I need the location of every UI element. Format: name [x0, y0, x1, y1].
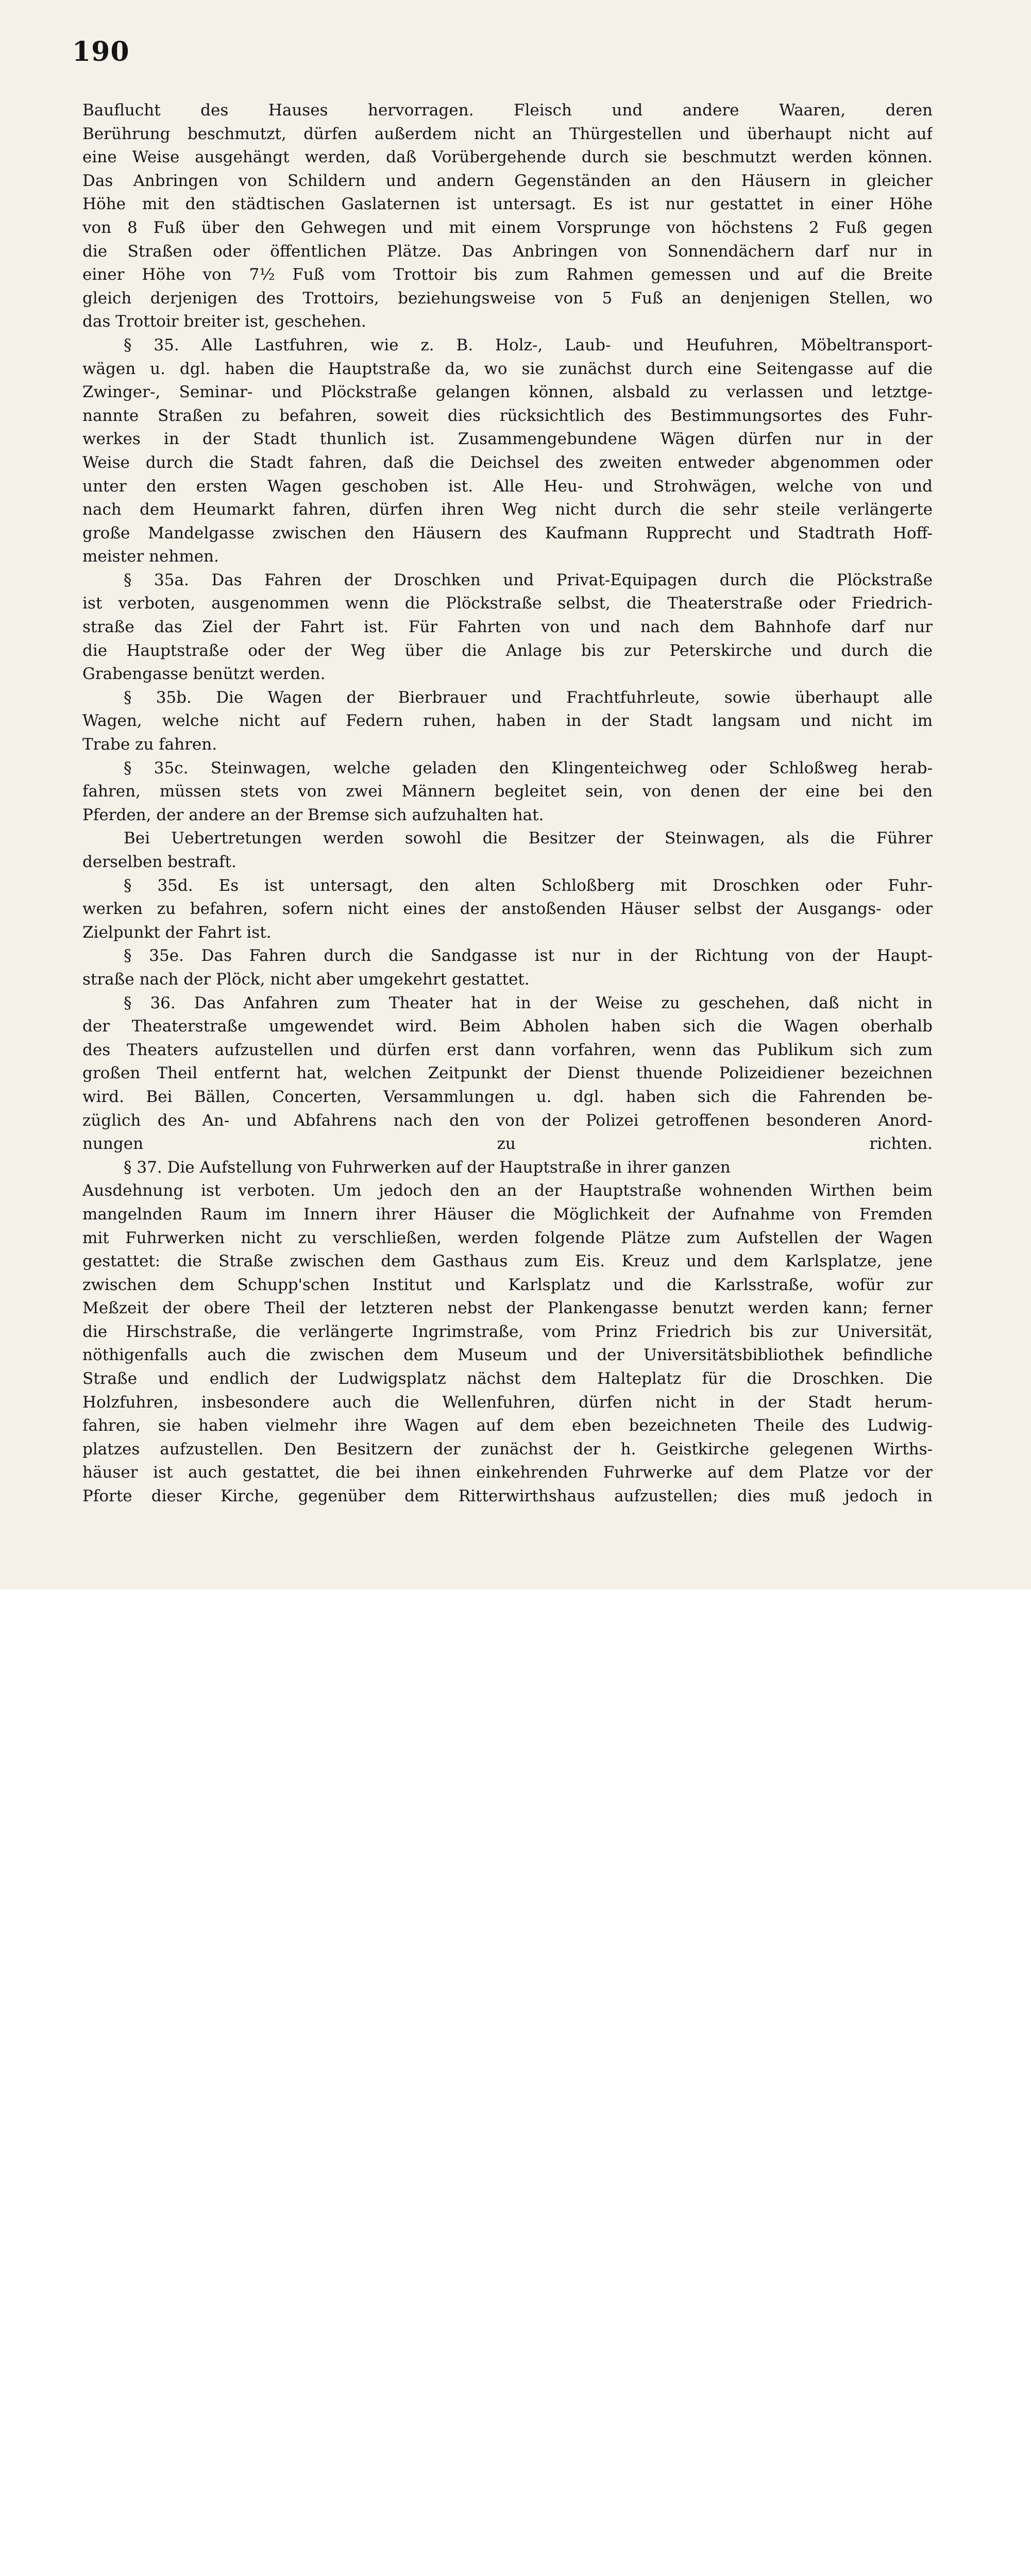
text-line: Holzfuhren, insbesondere auch die Wellenfuhren, dürfen nicht in der Stadt herum- [82, 1393, 933, 1412]
text-line: § 35d. Es ist untersagt, den alten Schloßberg mit Droschken oder Fuhr- [124, 876, 933, 895]
text-line: des Theaters aufzustellen und dürfen erst dann vorfahren, wenn das Publikum sich zum [82, 1040, 933, 1059]
text-line: § 36. Das Anfahren zum Theater hat in der Weise zu geschehen, daß nicht in [124, 993, 933, 1012]
text-line: fahren, sie haben vielmehr ihre Wagen auf dem eben bezeichneten Theile des Ludwig- [82, 1416, 933, 1435]
text-line: das Trottoir breiter ist, geschehen. [82, 312, 366, 331]
text-line: Ausdehnung ist verboten. Um jedoch den an der Hauptstraße wohnenden Wirthen beim [82, 1181, 933, 1200]
text-line: einer Höhe von 7½ Fuß vom Trottoir bis zum Rahmen gemessen und auf die Breite [82, 265, 933, 284]
text-line: wägen u. dgl. haben die Hauptstraße da, wo sie zunächst durch eine Seitengasse auf die [82, 359, 933, 378]
text-line: züglich des An- und Abfahrens nach den von der Polizei getroffenen besonderen Anord- [82, 1111, 933, 1130]
text-line: Wagen, welche nicht auf Federn ruhen, haben in der Stadt langsam und nicht im [82, 711, 933, 731]
text-line: derselben bestraft. [82, 853, 236, 871]
text-line: § 35c. Steinwagen, welche geladen den Klingenteichweg oder Schloßweg herab- [124, 758, 933, 777]
text-line: häuser ist auch gestattet, die bei ihnen einkehrenden Fuhrwerke auf dem Platze vor der [82, 1463, 933, 1482]
text-line: straße das Ziel der Fahrt ist. Für Fahrten von und nach dem Bahnhofe darf nur [82, 618, 933, 637]
text-line: die Straßen oder öffentlichen Plätze. Das Anbringen von Sonnendächern darf nur in [82, 242, 933, 261]
text-line: § 37. Die Aufstellung von Fuhrwerken auf der Hauptstraße in ihrer ganzen [124, 1158, 731, 1177]
text-line: eine Weise ausgehängt werden, daß Vorübergehende durch sie beschmutzt werden können. [82, 148, 933, 167]
text-line: Pferden, der andere an der Bremse sich aufzuhalten hat. [82, 805, 544, 824]
text-line: nungen zu richten. [82, 1134, 933, 1154]
text-line: Höhe mit den städtischen Gaslaternen ist untersagt. Es ist nur gestattet in einer Höhe [82, 195, 933, 214]
text-line: großen Theil entfernt hat, welchen Zeitpunkt der Dienst thuende Polizeidiener bezeichnen [82, 1064, 933, 1083]
text-line: Pforte dieser Kirche, gegenüber dem Ritterwirthshaus aufzustellen; dies muß jedoch in [82, 1487, 933, 1506]
text-line: Das Anbringen von Schildern und andern Gegenständen an den Häusern in gleicher [82, 171, 933, 190]
text-line: meister nehmen. [82, 547, 219, 566]
text-line: zwischen dem Schupp'schen Institut und Karlsplatz und die Karlsstraße, wofür zur [82, 1275, 933, 1294]
text-line: § 35b. Die Wagen der Bierbrauer und Frachtfuhrleute, sowie überhaupt alle [124, 688, 933, 707]
text-line: große Mandelgasse zwischen den Häusern des Kaufmann Rupprecht und Stadtrath Hoff- [82, 523, 933, 543]
text-line: nach dem Heumarkt fahren, dürfen ihren Weg nicht durch die sehr steile verlängerte [82, 500, 933, 519]
text-line: Straße und endlich der Ludwigsplatz nächst dem Halteplatz für die Droschken. Die [82, 1369, 933, 1388]
text-line: ist verboten, ausgenommen wenn die Plöckstraße selbst, die Theaterstraße oder Friedrich- [82, 594, 933, 613]
text-line: Zielpunkt der Fahrt ist. [82, 923, 272, 942]
text-line: § 35. Alle Lastfuhren, wie z. B. Holz-, Laub- und Heufuhren, Möbeltransport- [124, 335, 933, 354]
text-line: Weise durch die Stadt fahren, daß die Deichsel des zweiten entweder abgenommen oder [82, 453, 933, 472]
text-line: mit Fuhrwerken nicht zu verschließen, werden folgende Plätze zum Aufstellen der Wagen [82, 1228, 933, 1247]
text-line: straße nach der Plöck, nicht aber umgekehrt gestattet. [82, 970, 530, 989]
text-line: fahren, müssen stets von zwei Männern begleitet sein, von denen der eine bei den [82, 782, 933, 801]
text-line: werkes in der Stadt thunlich ist. Zusammengebundene Wägen dürfen nur in der [82, 430, 933, 449]
text-line: unter den ersten Wagen geschoben ist. Alle Heu- und Strohwägen, welche von und [82, 477, 933, 496]
text-line: Meßzeit der obere Theil der letzteren nebst der Plankengasse benutzt werden kann; ferner [82, 1299, 933, 1318]
text-line: mangelnden Raum im Innern ihrer Häuser die Möglichkeit der Aufnahme von Fremden [82, 1205, 933, 1224]
text-line: der Theaterstraße umgewendet wird. Beim Abholen haben sich die Wagen oberhalb [82, 1017, 933, 1036]
body-text [82, 99, 933, 1509]
text-line: platzes aufzustellen. Den Besitzern der zunächst der h. Geistkirche gelegenen Wirths- [82, 1439, 933, 1459]
footer-bar [0, 1589, 1031, 1665]
text-line: die Hauptstraße oder der Weg über die Anlage bis zur Peterskirche und durch die [82, 641, 933, 660]
text-line: nöthigenfalls auch die zwischen dem Museum und der Universitätsbibliothek befindliche [82, 1346, 933, 1365]
text-line: von 8 Fuß über den Gehwegen und mit einem Vorsprunge von höchstens 2 Fuß gegen [82, 218, 933, 237]
text-line: Grabengasse benützt werden. [82, 665, 326, 684]
text-line: Berührung beschmutzt, dürfen außerdem nicht an Thürgestellen und überhaupt nicht auf [82, 124, 933, 143]
text-line: § 35e. Das Fahren durch die Sandgasse ist nur in der Richtung von der Haupt- [124, 946, 933, 965]
text-line: Bauflucht des Hauses hervorragen. Fleisch und andere Waaren, deren [82, 101, 933, 120]
text-line: Bei Uebertretungen werden sowohl die Besitzer der Steinwagen, als die Führer [124, 829, 933, 848]
page-number: 190 [72, 36, 130, 67]
text-line: die Hirschstraße, die verlängerte Ingrimstraße, vom Prinz Friedrich bis zur Universität, [82, 1322, 933, 1341]
text-line: gleich derjenigen des Trottoirs, beziehungsweise von 5 Fuß an denjenigen Stellen, wo [82, 289, 933, 308]
text-line: Trabe zu fahren. [82, 735, 217, 754]
text-line: nannte Straßen zu befahren, soweit dies rücksichtlich des Bestimmungsortes des Fuhr- [82, 406, 933, 425]
text-line: wird. Bei Bällen, Concerten, Versammlungen u. dgl. haben sich die Fahrenden be- [82, 1087, 933, 1106]
text-line: Zwinger-, Seminar- und Plöckstraße gelangen können, alsbald zu verlassen und letztge- [82, 383, 933, 402]
text-line: gestattet: die Straße zwischen dem Gasthaus zum Eis. Kreuz und dem Karlsplatze, jene [82, 1252, 933, 1271]
text-line: § 35a. Das Fahren der Droschken und Privat-Equipagen durch die Plöckstraße [124, 570, 933, 589]
text-line: werken zu befahren, sofern nicht eines der anstoßenden Häuser selbst der Ausgangs- oder [82, 900, 933, 919]
